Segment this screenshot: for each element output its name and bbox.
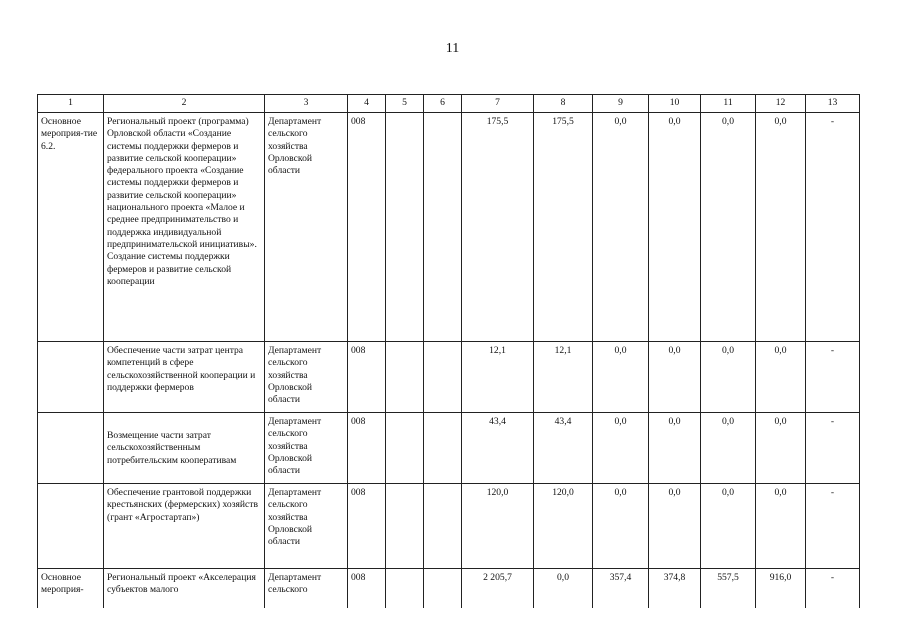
cell-5: [386, 569, 424, 609]
value-cell: 0,0: [701, 484, 756, 569]
value-cell: 0,0: [593, 342, 649, 413]
header-cell: 3: [265, 95, 348, 113]
header-cell: 4: [348, 95, 386, 113]
value-cell: 12,1: [534, 342, 593, 413]
value-cell: -: [806, 569, 860, 609]
description-cell: Возмещение части затрат сельскохозяйственным потребительским кооперативам: [104, 413, 265, 484]
header-cell: 9: [593, 95, 649, 113]
budget-table: [37, 94, 860, 608]
executor-cell: Департамент сельского хозяйства Орловской области: [265, 484, 348, 569]
cell-5: [386, 484, 424, 569]
page-number: 11: [445, 41, 460, 56]
executor-cell: Департамент сельского хозяйства Орловской области: [265, 413, 348, 484]
value-cell: 12,1: [462, 342, 534, 413]
value-cell: 43,4: [462, 413, 534, 484]
executor-cell: Департамент сельского хозяйства Орловской области: [265, 113, 348, 342]
value-cell: 2 205,7: [462, 569, 534, 609]
header-cell: 2: [104, 95, 265, 113]
header-cell: 5: [386, 95, 424, 113]
activity-cell: [38, 342, 104, 413]
cell-5: [386, 113, 424, 342]
table-row: [38, 413, 860, 484]
value-cell: 0,0: [593, 484, 649, 569]
executor-cell: Департамент сельского: [265, 569, 348, 609]
value-cell: -: [806, 484, 860, 569]
description-cell: Региональный проект (программа) Орловской области «Создание системы поддержки фермеров и развитие сельской кооперации» федерального проекта «Создание системы поддержки фермеров и развитие сельской кооперации» национального проекта «Малое и среднее предпринимательство и поддержка индивидуальной предпринимательской инициативы». Создание системы поддержки фермеров и развитие сельской кооперации: [104, 113, 265, 342]
table-header-row: [38, 95, 860, 113]
value-cell: 120,0: [462, 484, 534, 569]
header-cell: 1: [38, 95, 104, 113]
code-cell: 008: [348, 413, 386, 484]
header-cell: 12: [756, 95, 806, 113]
value-cell: 557,5: [701, 569, 756, 609]
activity-cell: Основное мероприя-: [38, 569, 104, 609]
value-cell: 175,5: [534, 113, 593, 342]
description-cell: Региональный проект «Акселерация субъектов малого: [104, 569, 265, 609]
code-cell: 008: [348, 113, 386, 342]
code-cell: 008: [348, 569, 386, 609]
value-cell: 175,5: [462, 113, 534, 342]
value-cell: 0,0: [701, 113, 756, 342]
header-cell: 10: [649, 95, 701, 113]
value-cell: 120,0: [534, 484, 593, 569]
value-cell: 0,0: [756, 342, 806, 413]
cell-5: [386, 413, 424, 484]
value-cell: 0,0: [649, 113, 701, 342]
code-cell: 008: [348, 484, 386, 569]
value-cell: 0,0: [649, 484, 701, 569]
table-row: [38, 569, 860, 609]
code-cell: 008: [348, 342, 386, 413]
cell-6: [424, 484, 462, 569]
header-cell: 6: [424, 95, 462, 113]
value-cell: 916,0: [756, 569, 806, 609]
cell-6: [424, 113, 462, 342]
value-cell: 0,0: [756, 484, 806, 569]
activity-cell: [38, 484, 104, 569]
value-cell: -: [806, 342, 860, 413]
cell-6: [424, 342, 462, 413]
value-cell: 0,0: [649, 413, 701, 484]
value-cell: 0,0: [593, 413, 649, 484]
activity-cell: Основное мероприя-тие 6.2.: [38, 113, 104, 342]
description-cell: Обеспечение грантовой поддержки крестьянских (фермерских) хозяйств (грант «Агростартап»): [104, 484, 265, 569]
value-cell: 0,0: [649, 342, 701, 413]
header-cell: 11: [701, 95, 756, 113]
description-cell: Обеспечение части затрат центра компетенций в сфере сельскохозяйственной кооперации и поддержки фермеров: [104, 342, 265, 413]
header-cell: 8: [534, 95, 593, 113]
executor-cell: Департамент сельского хозяйства Орловской области: [265, 342, 348, 413]
activity-cell: [38, 413, 104, 484]
value-cell: 0,0: [701, 413, 756, 484]
value-cell: 0,0: [756, 113, 806, 342]
table-row: [38, 484, 860, 569]
header-cell: 7: [462, 95, 534, 113]
value-cell: 0,0: [593, 113, 649, 342]
cell-5: [386, 342, 424, 413]
header-cell: 13: [806, 95, 860, 113]
cell-6: [424, 413, 462, 484]
value-cell: -: [806, 413, 860, 484]
value-cell: 374,8: [649, 569, 701, 609]
value-cell: 0,0: [756, 413, 806, 484]
table-row: [38, 342, 860, 413]
table-row: [38, 113, 860, 342]
cell-6: [424, 569, 462, 609]
value-cell: 43,4: [534, 413, 593, 484]
value-cell: 0,0: [701, 342, 756, 413]
value-cell: 0,0: [534, 569, 593, 609]
value-cell: 357,4: [593, 569, 649, 609]
value-cell: -: [806, 113, 860, 342]
